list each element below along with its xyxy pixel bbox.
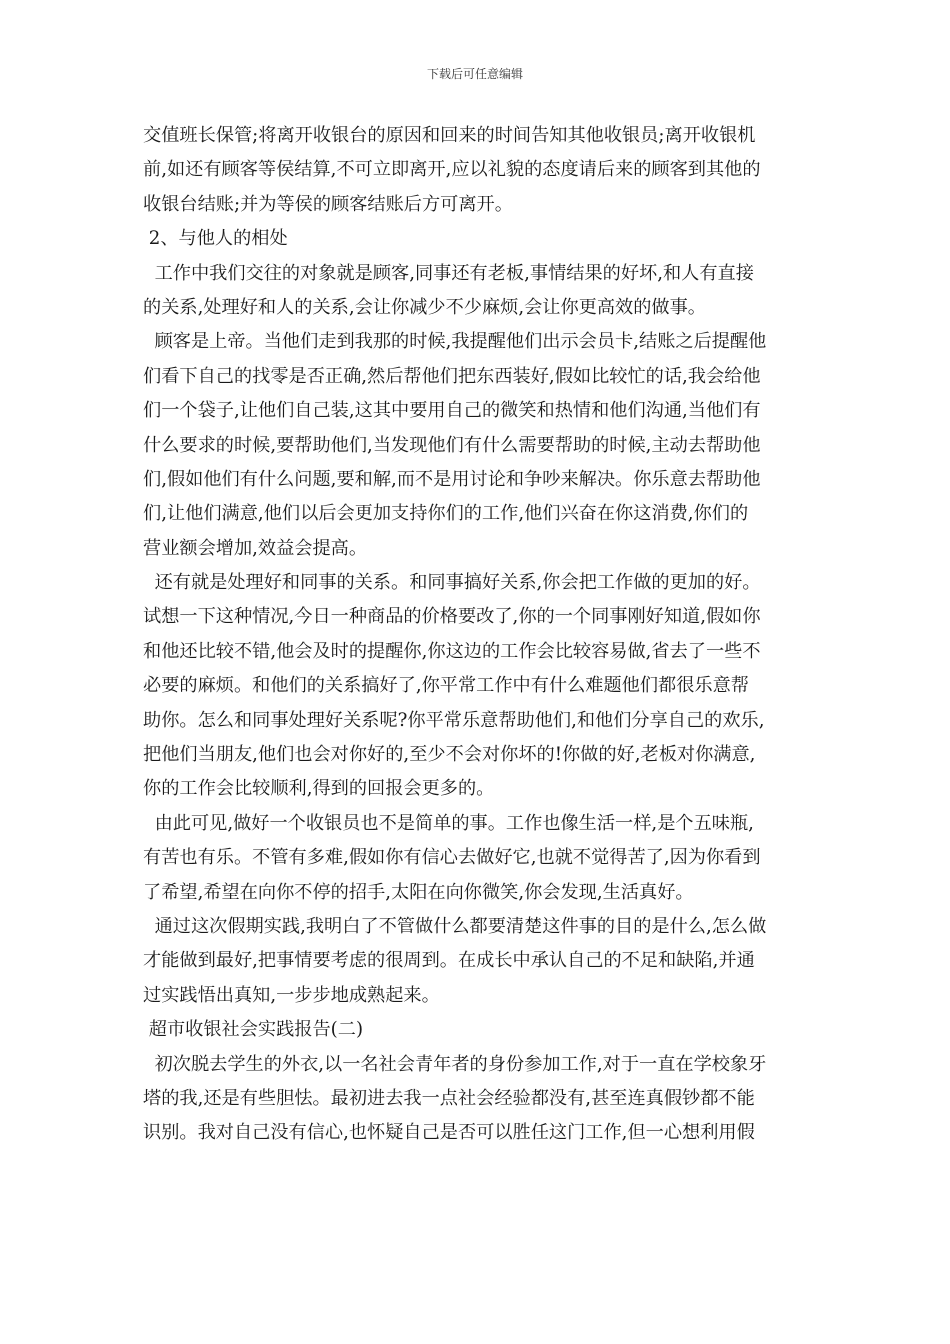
body-line: 识别。我对自己没有信心,也怀疑自己是否可以胜任这门工作,但一心想利用假	[143, 1122, 755, 1144]
body-line: 收银台结账;并为等侯的顾客结账后方可离开。	[143, 193, 513, 215]
body-line: 们一个袋子,让他们自己装,这其中要用自己的微笑和热情和他们沟通,当他们有	[143, 400, 761, 422]
body-line: 才能做到最好,把事情要考虑的很周到。在成长中承认自己的不足和缺陷,并通	[143, 950, 755, 972]
page-header: 下载后可任意编辑	[426, 67, 523, 81]
body-line: 的关系,处理好和人的关系,会让你减少不少麻烦,会让你更高效的做事。	[143, 296, 706, 318]
body-line: 顾客是上帝。当他们走到我那的时候,我提醒他们出示会员卡,结账之后提醒他	[143, 331, 767, 353]
document-body	[143, 119, 808, 1151]
body-line: 有苦也有乐。不管有多难,假如你有信心去做好它,也就不觉得苦了,因为你看到	[143, 847, 761, 869]
body-line: 们,让他们满意,他们以后会更加支持你们的工作,他们兴奋在你这消费,你们的	[143, 503, 749, 525]
body-line: 交值班长保管;将离开收银台的原因和回来的时间告知其他收银员;离开收银机	[143, 125, 756, 146]
section-heading: 超市收银社会实践报告(二)	[143, 1019, 364, 1041]
body-line: 工作中我们交往的对象就是顾客,同事还有老板,事情结果的好坏,和人有直接	[143, 262, 754, 284]
section-heading: 2、与他人的相处	[143, 228, 288, 250]
body-line: 通过这次假期实践,我明白了不管做什么都要清楚这件事的目的是什么,怎么做	[143, 915, 767, 937]
body-line: 初次脱去学生的外衣,以一名社会青年者的身份参加工作,对于一直在学校象牙	[143, 1053, 767, 1075]
body-line: 营业额会增加,效益会提高。	[143, 537, 368, 559]
body-line: 了希望,希望在向你不停的招手,太阳在向你微笑,你会发现,生活真好。	[143, 881, 694, 903]
body-line: 由此可见,做好一个收银员也不是简单的事。工作也像生活一样,是个五味瓶,	[143, 812, 754, 834]
body-line: 必要的麻烦。和他们的关系搞好了,你平常工作中有什么难题他们都很乐意帮	[143, 675, 749, 697]
body-line: 前,如还有顾客等侯结算,不可立即离开,应以礼貌的态度请后来的顾客到其他的	[143, 159, 761, 181]
body-line: 你的工作会比较顺利,得到的回报会更多的。	[143, 778, 495, 800]
body-line: 和他还比较不错,他会及时的提醒你,你这边的工作会比较容易做,省去了一些不	[143, 640, 761, 662]
body-line: 把他们当朋友,他们也会对你好的,至少不会对你坏的!你做的好,老板对你满意,	[143, 744, 756, 766]
body-line: 什么要求的时候,要帮助他们,当发现他们有什么需要帮助的时候,主动去帮助他	[143, 434, 761, 456]
body-line: 过实践悟出真知,一步步地成熟起来。	[143, 984, 440, 1006]
body-line: 塔的我,还是有些胆怯。最初进去我一点社会经验都没有,甚至连真假钞都不能	[143, 1087, 755, 1109]
body-line: 们看下自己的找零是否正确,然后帮他们把东西装好,假如比较忙的话,我会给他	[143, 365, 761, 387]
body-line: 助你。怎么和同事处理好关系呢?你平常乐意帮助他们,和他们分享自己的欢乐,	[143, 709, 765, 731]
body-line: 们,假如他们有什么问题,要和解,而不是用讨论和争吵来解决。你乐意去帮助他	[143, 468, 761, 490]
body-line: 还有就是处理好和同事的关系。和同事搞好关系,你会把工作做的更加的好。	[143, 572, 761, 594]
body-line: 试想一下这种情况,今日一种商品的价格要改了,你的一个同事刚好知道,假如你	[143, 606, 761, 628]
